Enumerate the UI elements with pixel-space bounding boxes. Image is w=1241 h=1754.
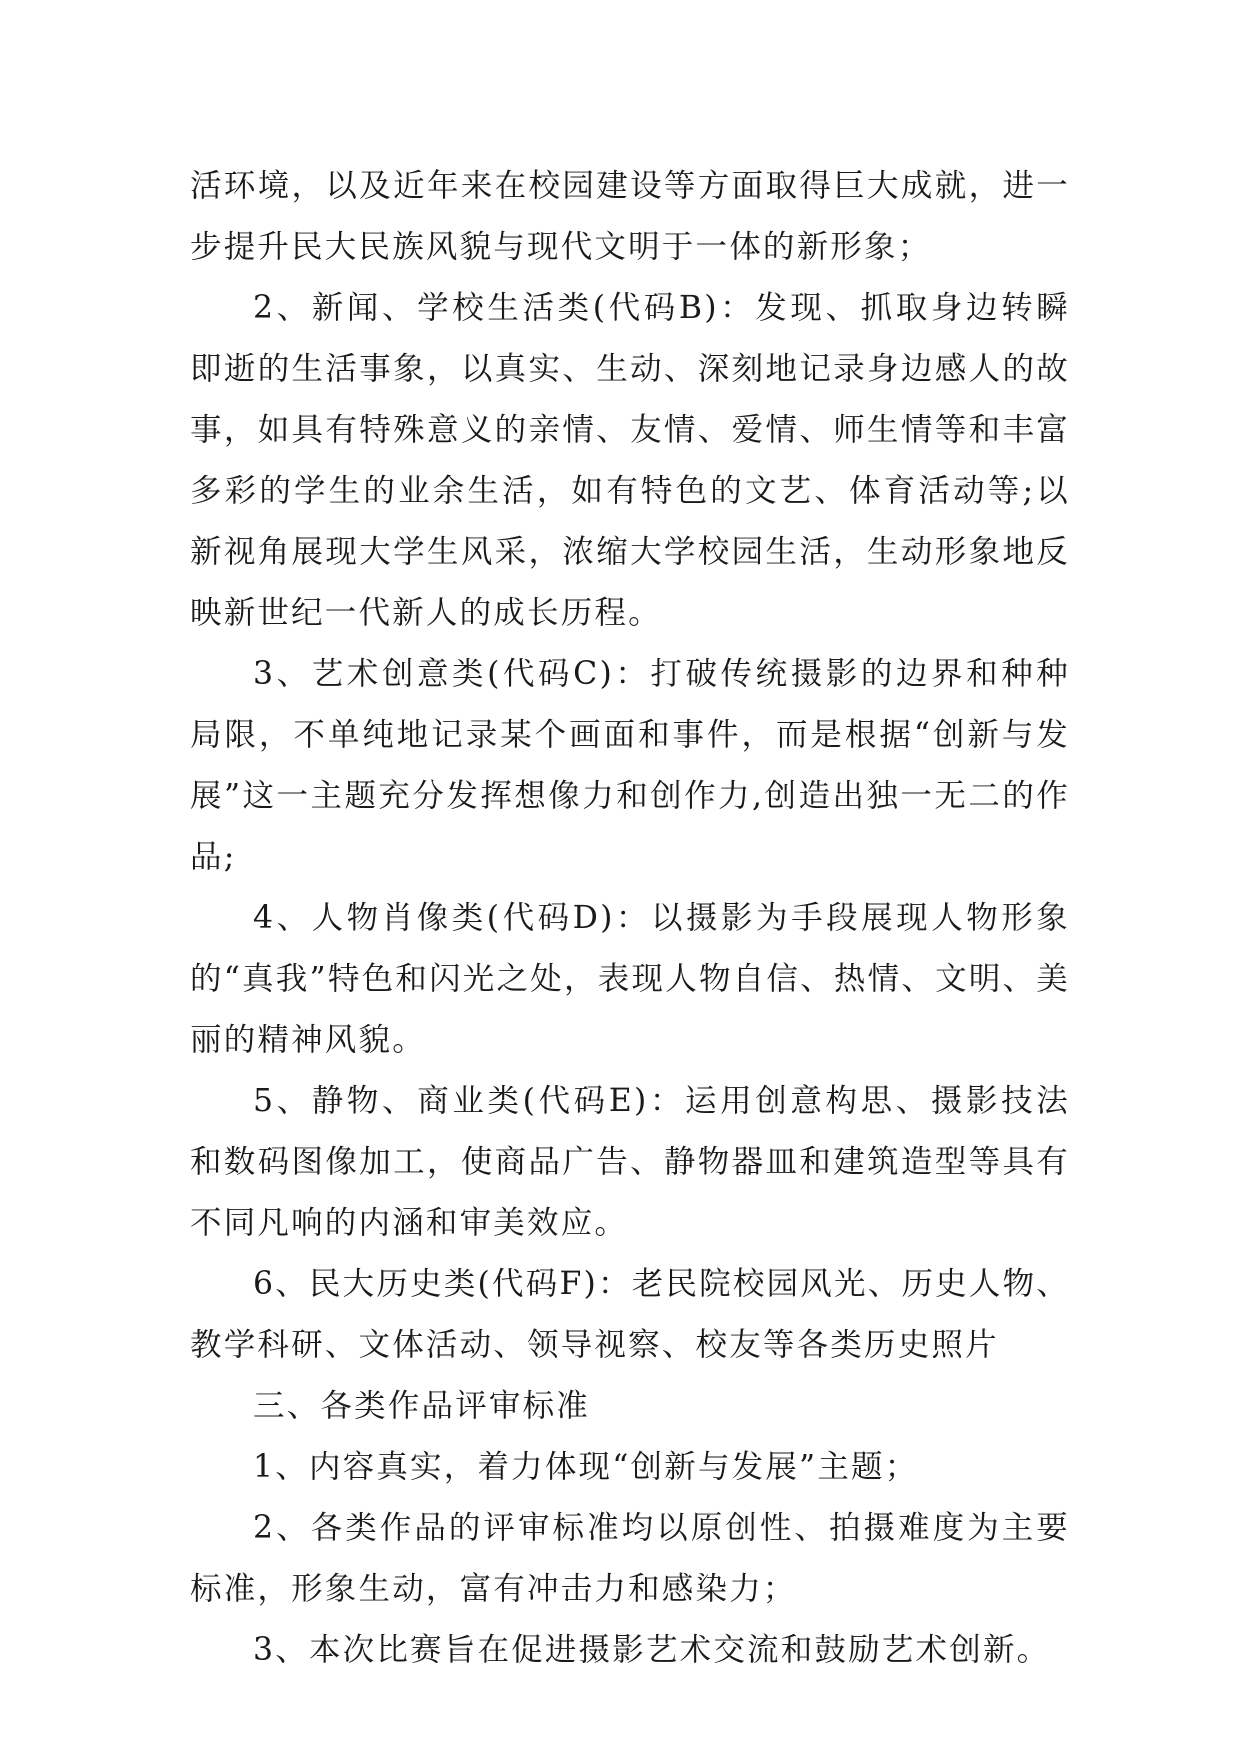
paragraph-criteria-3: 3、本次比赛旨在促进摄影艺术交流和鼓励艺术创新。	[253, 1632, 1051, 1668]
paragraph-category-f: 6、民大历史类(代码F)：老民院校园风光、历史人物、教学科研、文体活动、领导视察、校友等各类历史照片	[190, 1266, 1070, 1363]
paragraph-criteria-1: 1、内容真实，着力体现“创新与发展”主题；	[253, 1449, 919, 1485]
document-page	[190, 156, 1070, 1681]
paragraph-category-e: 5、静物、商业类(代码E)：运用创意构思、摄影技法和数码图像加工，使商品广告、静物器皿和建筑造型等具有不同凡响的内涵和审美效应。	[190, 1083, 1070, 1241]
section-heading-criteria: 三、各类作品评审标准	[253, 1388, 591, 1424]
paragraph-category-c: 3、艺术创意类(代码C)：打破传统摄影的边界和种种局限，不单纯地记录某个画面和事件，而是根据“创新与发展”这一主题充分发挥想像力和创作力,创造出独一无二的作品;	[190, 656, 1070, 875]
paragraph-criteria-2: 2、各类作品的评审标准均以原创性、拍摄难度为主要标准，形象生动，富有冲击力和感染力；	[190, 1510, 1070, 1607]
paragraph-category-d: 4、人物肖像类(代码D)：以摄影为手段展现人物形象的“真我”特色和闪光之处，表现人物自信、热情、文明、美丽的精神风貌。	[190, 900, 1070, 1058]
paragraph-continuation: 活环境，以及近年来在校园建设等方面取得巨大成就，进一步提升民大民族风貌与现代文明于一体的新形象；	[190, 168, 1070, 265]
paragraph-category-b: 2、新闻、学校生活类(代码B)：发现、抓取身边转瞬即逝的生活事象，以真实、生动、深刻地记录身边感人的故事，如具有特殊意义的亲情、友情、爱情、师生情等和丰富多彩的学生的业余生活，如有特色的文艺、体育活动等;以新视角展现大学生风采，浓缩大学校园生活，生动形象地反映新世纪一代新人的成长历程。	[190, 290, 1070, 631]
